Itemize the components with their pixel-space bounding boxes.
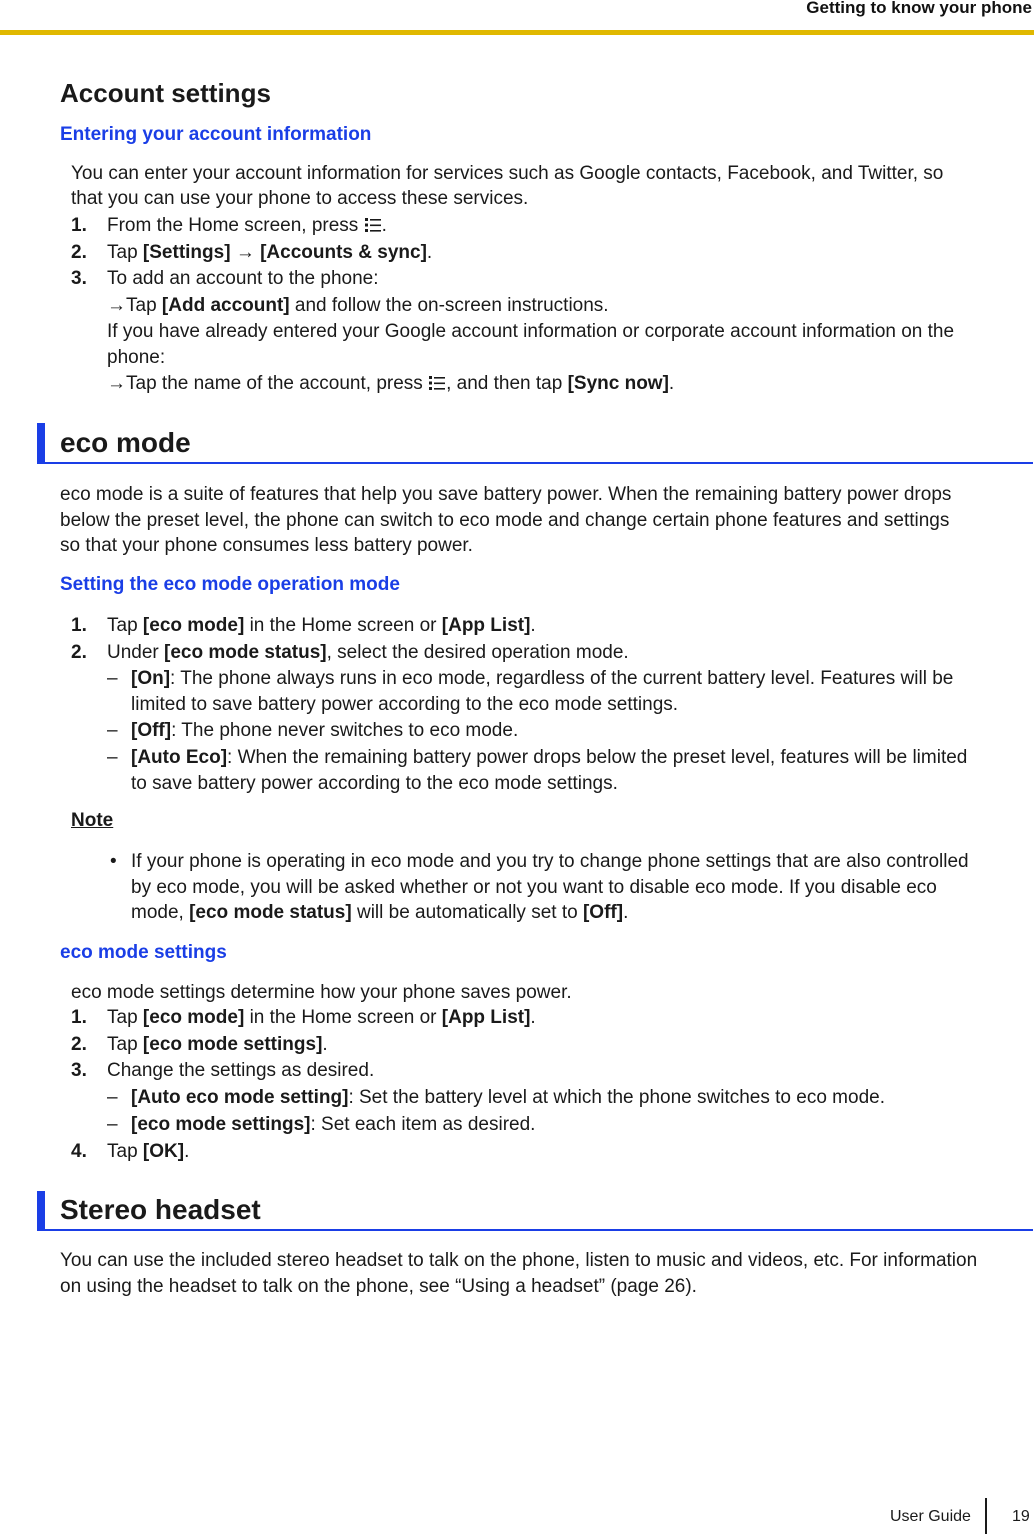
eco-op-heading: Setting the eco mode operation mode	[60, 574, 400, 595]
running-header: Getting to know your phone	[806, 0, 1032, 17]
note-line1: If your phone is operating in eco mode and you try to change phone settings that are also controlled	[131, 851, 969, 872]
option-text	[131, 666, 1033, 717]
account-settings-title: Account settings	[60, 78, 271, 108]
step-text: Tap [OK].	[107, 1141, 190, 1162]
sub-post: and follow the on-screen instructions.	[294, 295, 609, 316]
eco-settings-heading: eco mode settings	[60, 942, 227, 963]
app-list-label: [App List]	[441, 615, 531, 636]
off-text: : The phone never switches to eco mode.	[171, 720, 519, 741]
eco-mode-label: [eco mode]	[142, 615, 245, 636]
step-number: 1.	[71, 1007, 87, 1028]
auto-line2: to save battery power according to the eco mode settings.	[131, 772, 618, 794]
auto-eco-mode-setting-label: [Auto eco mode setting]	[131, 1087, 349, 1108]
ok-label: [OK]	[142, 1141, 185, 1162]
dash: –	[107, 747, 118, 768]
account-step-3-sub2	[107, 319, 1033, 370]
account-intro-line1: You can enter your account information for services such as Google contacts, Facebook, and Twitter, so	[71, 163, 944, 184]
footer-label: User Guide	[890, 1508, 971, 1525]
step-number: 2.	[71, 642, 87, 663]
auto-eco-label: [Auto Eco]	[131, 747, 228, 768]
eco-mode-title: eco mode	[60, 427, 191, 458]
account-intro	[71, 161, 1033, 211]
step-number: 2.	[71, 242, 87, 263]
sync-now-label: [Sync now]	[567, 373, 669, 394]
step-number: 1.	[71, 215, 87, 236]
note-label: Note	[71, 810, 114, 831]
note-line2: by eco mode, you will be asked whether or not you want to disable eco mode. If you disable eco	[131, 876, 937, 898]
header-rule	[0, 30, 1034, 35]
eco-intro-line2: below the preset level, the phone can switch to eco mode and change certain phone features and settings	[60, 509, 950, 531]
dash: –	[107, 1087, 118, 1108]
bullet: •	[110, 851, 117, 872]
eco-section-rule	[37, 462, 1033, 464]
stereo-intro	[60, 1248, 1033, 1299]
option-text	[131, 718, 1033, 744]
eco-mode-status-label: [eco mode status]	[164, 642, 327, 663]
app-list-label: [App List]	[441, 1007, 531, 1028]
accounts-sync-label: [Accounts & sync]	[260, 242, 427, 263]
step-text	[107, 640, 1033, 666]
account-intro-line2: that you can use your phone to access these services.	[71, 188, 529, 209]
d1-text: : Set the battery level at which the phone switches to eco mode.	[348, 1087, 885, 1108]
note-line3-pre: mode,	[131, 902, 184, 923]
eco-mode-settings-label: [eco mode settings]	[131, 1114, 311, 1135]
eco-section-bar	[37, 423, 45, 463]
step-text: Tap [eco mode] in the Home screen or [App List].	[107, 1007, 536, 1028]
account-step-3-sub1	[107, 293, 1033, 319]
option-text	[131, 1085, 1033, 1111]
pre: Under	[107, 642, 159, 663]
dash: –	[107, 720, 118, 741]
step2-pre: Tap	[107, 242, 138, 263]
eco-mode-status-label: [eco mode status]	[189, 902, 352, 923]
page-number: 19	[1012, 1508, 1030, 1525]
off-label: [Off]	[582, 902, 624, 923]
footer-rule	[985, 1498, 987, 1534]
eco-intro-line1: eco mode is a suite of features that help you save battery power. When the remaining battery power drops	[60, 484, 952, 505]
post: , select the desired operation mode.	[326, 642, 629, 663]
on-line1: : The phone always runs in eco mode, regardless of the current battery level. Features will be	[170, 668, 954, 689]
stereo-section-bar	[37, 1191, 45, 1231]
sub3-mid: , and then tap	[446, 373, 563, 394]
off-label: [Off]	[131, 720, 172, 741]
eco-intro	[60, 482, 1033, 559]
step-number: 2.	[71, 1034, 87, 1055]
stereo-line1: You can use the included stereo headset to talk on the phone, listen to music and videos, etc. For information	[60, 1250, 978, 1271]
menu-icon	[428, 374, 446, 392]
eco-intro-line3: so that your phone consumes less battery power.	[60, 535, 473, 556]
eco-settings-intro: eco mode settings determine how your phone saves power.	[71, 982, 572, 1003]
account-step-3-sub3: →Tap the name of the account, press , and then tap [Sync now].	[107, 373, 675, 394]
stereo-headset-title: Stereo headset	[60, 1194, 261, 1225]
d2-text: : Set each item as desired.	[310, 1114, 536, 1135]
eco-mode-label: [eco mode]	[142, 1007, 245, 1028]
settings-label: [Settings]	[142, 242, 231, 263]
step-number: 3.	[71, 1060, 87, 1081]
stereo-section-rule	[37, 1229, 1033, 1231]
add-account-label: [Add account]	[161, 295, 290, 316]
pre: Tap	[107, 1034, 138, 1055]
account-subheading: Entering your account information	[60, 124, 372, 145]
option-text	[131, 745, 1033, 796]
step-number: 3.	[71, 268, 87, 289]
menu-icon	[364, 216, 382, 234]
stereo-line2: on using the headset to talk on the phone, see “Using a headset” (page 26).	[60, 1275, 697, 1297]
dash: –	[107, 668, 118, 689]
on-label: [On]	[131, 668, 171, 689]
step-text: Tap [eco mode] in the Home screen or [App List].	[107, 615, 536, 636]
sub2-line1: If you have already entered your Google account information or corporate account information on the	[107, 321, 955, 342]
step-text: Tap [Settings] → [Accounts & sync].	[107, 242, 433, 263]
pre: Tap	[107, 615, 138, 636]
step-number: 1.	[71, 615, 87, 636]
sub-pre: →Tap	[107, 295, 157, 316]
pre: Tap	[107, 1007, 138, 1028]
auto-line1: : When the remaining battery power drops below the preset level, features will be limited	[227, 747, 968, 768]
sub3-pre: →Tap the name of the account, press	[107, 373, 423, 394]
step-text: Tap [eco mode settings].	[107, 1034, 328, 1055]
step1-text: From the Home screen, press	[107, 215, 359, 236]
mid: in the Home screen or	[249, 1007, 437, 1028]
dash: –	[107, 1114, 118, 1135]
sub2-line2: phone:	[107, 346, 166, 368]
option-text	[131, 1112, 1033, 1138]
step-text: To add an account to the phone:	[107, 268, 379, 289]
note-text: If your phone is operating in eco mode and you try to change phone settings that are also controlled by eco mode, you will be asked whether or not you want to disable eco mode. If you disable eco mode, [eco mode status] will be automatically set to [Off].	[131, 851, 969, 923]
note-line3-mid: will be automatically set to	[356, 902, 578, 923]
step-text: From the Home screen, press .	[107, 215, 387, 236]
step-number: 4.	[71, 1141, 87, 1162]
arrow: →	[235, 242, 255, 263]
step-text: Change the settings as desired.	[107, 1060, 375, 1081]
eco-mode-settings-label: [eco mode settings]	[142, 1034, 323, 1055]
pre: Tap	[107, 1141, 138, 1162]
mid: in the Home screen or	[249, 615, 437, 636]
on-line2: limited to save battery power according to the eco mode settings.	[131, 693, 679, 715]
